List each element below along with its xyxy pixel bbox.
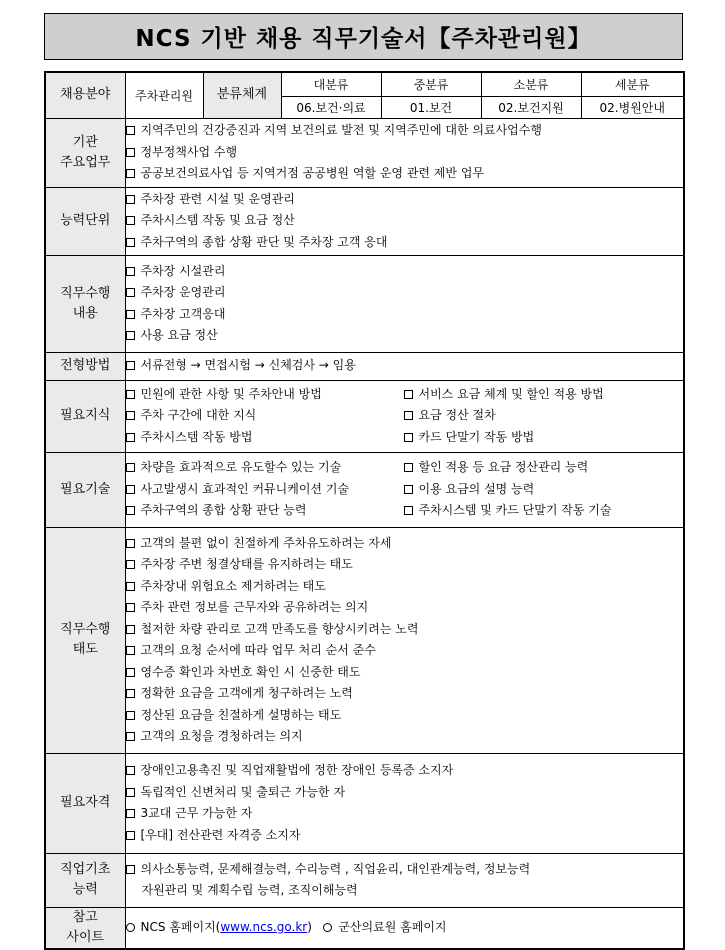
category-head-middle: 중분류	[381, 72, 481, 96]
checkbox-icon	[126, 689, 135, 698]
list-item: 주차장 주변 청결상태를 유지하려는 태도	[126, 554, 684, 576]
row-competency	[45, 187, 684, 255]
list-item-continued: 자원관리 및 계획수립 능력, 조직이해능력	[141, 883, 358, 897]
skills-body	[125, 452, 684, 527]
list-item: 민원에 관한 사항 및 주차안내 방법	[126, 384, 404, 406]
qualification-body	[125, 753, 684, 853]
category-head-major: 대분류	[281, 72, 381, 96]
list-item: 고객의 요청을 경청하려는 의지	[126, 726, 684, 748]
checkbox-icon	[126, 582, 135, 591]
field-value: 주차관리원	[125, 72, 203, 118]
list-item: 주차장 고객응대	[126, 304, 684, 326]
list-item: 주차장 운영관리	[126, 282, 684, 304]
list-item: 주차구역의 종합 상황 판단 및 주차장 고객 응대	[126, 232, 684, 254]
qualification-label: 필요자격	[45, 753, 125, 853]
field-label: 채용분야	[45, 72, 125, 118]
list-item: 정확한 요금을 고객에게 청구하려는 노력	[126, 683, 684, 705]
list-item: 정부정책사업 수행	[126, 142, 684, 164]
list-item: 주차구역의 종합 상황 판단 능력	[126, 500, 404, 522]
checkbox-icon	[126, 288, 135, 297]
checkbox-icon	[126, 433, 135, 442]
category-value-minor: 02.보건지원	[481, 96, 581, 118]
row-agency-duties	[45, 118, 684, 187]
list-item: 고객의 요청 순서에 따라 업무 처리 순서 준수	[126, 640, 684, 662]
checkbox-icon	[126, 732, 135, 741]
list-item: 할인 적용 등 요금 정산관리 능력	[404, 457, 684, 479]
list-item: 주차시스템 작동 및 요금 정산	[126, 210, 684, 232]
checkbox-icon	[126, 331, 135, 340]
document-title: NCS 기반 채용 직무기술서【주차관리원】	[135, 26, 592, 52]
list-item: 주차 구간에 대한 지식	[126, 405, 404, 427]
checkbox-icon	[126, 390, 135, 399]
document-title-box	[44, 13, 683, 60]
hospital-website-text: 군산의료원 홈페이지	[338, 919, 447, 934]
list-item: 독립적인 신변처리 및 출퇴근 가능한 자	[126, 782, 684, 804]
competency-label: 능력단위	[45, 187, 125, 255]
job-description-table	[44, 71, 685, 950]
basic-ability-label: 직업기초 능력	[45, 853, 125, 907]
checkbox-icon	[126, 646, 135, 655]
row-selection	[45, 352, 684, 380]
checkbox-icon	[126, 411, 135, 420]
row-knowledge	[45, 380, 684, 452]
checkbox-icon	[126, 603, 135, 612]
checkbox-icon	[126, 267, 135, 276]
attitude-label: 직무수행 태도	[45, 527, 125, 753]
skills-label: 필요기술	[45, 452, 125, 527]
list-item: 카드 단말기 작동 방법	[404, 427, 684, 449]
checkbox-icon	[404, 390, 413, 399]
row-attitude	[45, 527, 684, 753]
checkbox-icon	[404, 485, 413, 494]
job-content-label: 직무수행 내용	[45, 255, 125, 352]
list-item: 영수증 확인과 차번호 확인 시 신중한 태도	[126, 662, 684, 684]
row-reference	[45, 907, 684, 949]
list-item: 주차 관련 정보를 근무자와 공유하려는 의지	[126, 597, 684, 619]
list-item: 장애인고용촉진 및 직업재활법에 정한 장애인 등록증 소지자	[126, 760, 684, 782]
checkbox-icon	[126, 809, 135, 818]
checkbox-icon	[126, 310, 135, 319]
checkbox-icon	[126, 831, 135, 840]
row-qualification	[45, 753, 684, 853]
reference-label: 참고 사이트	[45, 907, 125, 949]
list-item: 고객의 불편 없이 친절하게 주차유도하려는 자세	[126, 533, 684, 555]
list-item: 지역주민의 건강증진과 지역 보건의료 발전 및 지역주민에 대한 의료사업수행	[126, 120, 684, 142]
checkbox-icon	[126, 126, 135, 135]
checkbox-icon	[126, 148, 135, 157]
row-job-content	[45, 255, 684, 352]
list-item: 주차시스템 및 카드 단말기 작동 기술	[404, 500, 684, 522]
radio-circle-icon	[126, 923, 135, 932]
list-item: 공공보건의료사업 등 지역거점 공공병원 역할 운영 관련 제반 업무	[126, 163, 684, 185]
list-item: 서류전형 → 면접시험 → 신체검사 → 임용	[126, 355, 684, 377]
checkbox-icon	[126, 865, 135, 874]
agency-duties-label: 기관 주요업무	[45, 118, 125, 187]
list-item: [우대] 전산관련 자격증 소지자	[126, 825, 684, 847]
list-item: 철저한 차량 관리로 고객 만족도를 향상시키려는 노력	[126, 619, 684, 641]
list-item: 주차장 관련 시설 및 운영관리	[126, 189, 684, 211]
agency-duties-body	[125, 118, 684, 187]
knowledge-label: 필요지식	[45, 380, 125, 452]
row-basic-ability	[45, 853, 684, 907]
checkbox-icon	[404, 411, 413, 420]
category-head-detail: 세분류	[581, 72, 684, 96]
list-item: 사용 요금 정산	[126, 325, 684, 347]
classification-label: 분류체계	[203, 72, 281, 118]
category-value-major: 06.보건·의료	[281, 96, 381, 118]
selection-body	[125, 352, 684, 380]
checkbox-icon	[126, 485, 135, 494]
reference-body: NCS 홈페이지(www.ncs.go.kr) 군산의료원 홈페이지	[125, 907, 684, 949]
checkbox-icon	[126, 560, 135, 569]
category-head-minor: 소분류	[481, 72, 581, 96]
checkbox-icon	[126, 539, 135, 548]
attitude-body	[125, 527, 684, 753]
competency-body	[125, 187, 684, 255]
list-item: 정산된 요금을 친절하게 설명하는 태도	[126, 705, 684, 727]
checkbox-icon	[126, 711, 135, 720]
checkbox-icon	[404, 506, 413, 515]
checkbox-icon	[404, 433, 413, 442]
checkbox-icon	[126, 361, 135, 370]
list-item: 3교대 근무 가능한 자	[126, 803, 684, 825]
category-value-middle: 01.보건	[381, 96, 481, 118]
category-value-detail: 02.병원안내	[581, 96, 684, 118]
checkbox-icon	[126, 506, 135, 515]
list-item: 주차시스템 작동 방법	[126, 427, 404, 449]
list-item: 의사소통능력, 문제해결능력, 수리능력 , 직업윤리, 대인관계능력, 정보능력	[126, 859, 684, 881]
job-content-body	[125, 255, 684, 352]
checkbox-icon	[126, 169, 135, 178]
checkbox-icon	[404, 463, 413, 472]
selection-label: 전형방법	[45, 352, 125, 380]
checkbox-icon	[126, 238, 135, 247]
checkbox-icon	[126, 668, 135, 677]
checkbox-icon	[126, 463, 135, 472]
list-item: 사고발생시 효과적인 커뮤니케이션 기술	[126, 479, 404, 501]
checkbox-icon	[126, 195, 135, 204]
checkbox-icon	[126, 625, 135, 634]
radio-circle-icon	[323, 923, 332, 932]
list-item: 요금 정산 절차	[404, 405, 684, 427]
checkbox-icon	[126, 766, 135, 775]
list-item: 주차장 시설관리	[126, 261, 684, 283]
list-item: 주차장내 위험요소 제거하려는 태도	[126, 576, 684, 598]
checkbox-icon	[126, 216, 135, 225]
basic-ability-body	[125, 853, 684, 907]
ncs-website-link[interactable]: www.ncs.go.kr	[220, 919, 308, 934]
checkbox-icon	[126, 788, 135, 797]
row-skills	[45, 452, 684, 527]
knowledge-body	[125, 380, 684, 452]
list-item: 서비스 요금 체계 및 할인 적용 방법	[404, 384, 684, 406]
list-item: 차량을 효과적으로 유도할수 있는 기술	[126, 457, 404, 479]
list-item: 이용 요금의 설명 능력	[404, 479, 684, 501]
